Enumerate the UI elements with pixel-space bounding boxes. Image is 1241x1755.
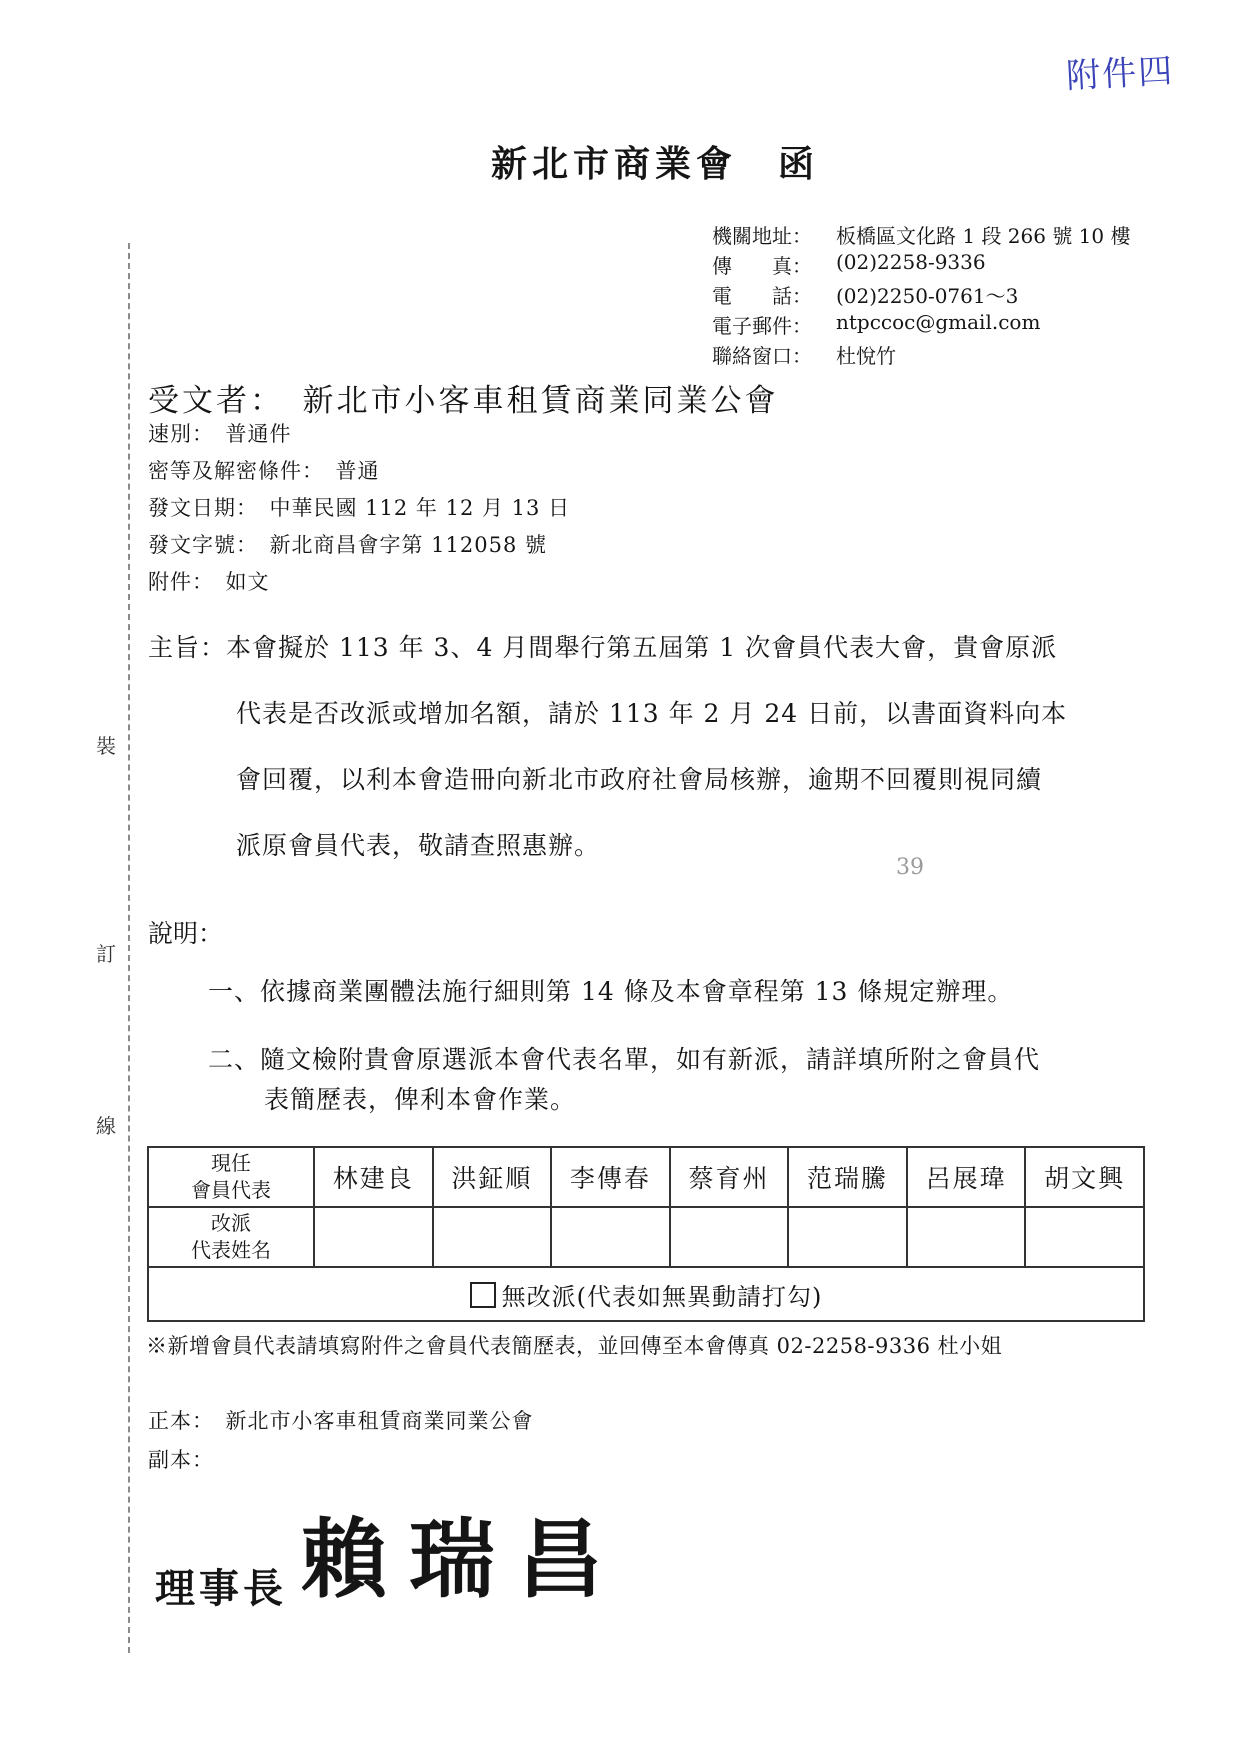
meta-attachment: 附件： 如文 — [148, 570, 270, 594]
subject-line-1: 主旨：本會擬於 113 年 3、4 月間舉行第五屆第 1 次會員代表大會，貴會原派 — [148, 633, 1058, 662]
explanation-item-2-cont: 表簡歷表，俾利本會作業。 — [264, 1085, 577, 1114]
info-label: 機關地址： — [712, 224, 812, 248]
rep-name-cell: 李傳春 — [551, 1147, 670, 1207]
header-line: 改派 — [211, 1211, 251, 1235]
signature-title: 理事長 — [155, 1565, 287, 1612]
binding-mark-xian: 線 — [96, 1114, 116, 1138]
reassigned-name-input[interactable] — [670, 1207, 789, 1267]
reassigned-name-input[interactable] — [907, 1207, 1026, 1267]
info-value: (02)2258-9336 — [836, 250, 986, 274]
info-label: 聯絡窗口： — [712, 344, 812, 368]
subject-line-2: 代表是否改派或增加名額，請於 113 年 2 月 24 日前，以書面資料向本 — [236, 699, 1068, 728]
rep-name-cell: 范瑞騰 — [788, 1147, 907, 1207]
no-change-checkbox[interactable] — [470, 1282, 496, 1308]
representatives-table — [147, 1146, 1145, 1322]
info-value: ntpccoc@gmail.com — [836, 310, 1041, 334]
reassigned-name-input[interactable] — [1025, 1207, 1144, 1267]
reassigned-name-input[interactable] — [551, 1207, 670, 1267]
pencil-scribble: 39 — [896, 855, 924, 880]
original-recipient: 正本： 新北市小客車租賃商業同業公會 — [148, 1409, 534, 1433]
meta-doc-number: 發文字號： 新北商昌會字第 112058 號 — [148, 533, 548, 557]
reassigned-name-input[interactable] — [433, 1207, 552, 1267]
sender-info-row-contact — [712, 340, 1131, 370]
info-label: 傳 真： — [712, 254, 812, 278]
explanation-item-1: 一、依據商業團體法施行細則第 14 條及本會章程第 13 條規定辦理。 — [208, 977, 1014, 1006]
explanation-item-2: 二、隨文檢附貴會原選派本會代表名單，如有新派，請詳填所附之會員代 — [208, 1045, 1041, 1074]
no-change-cell — [148, 1267, 1144, 1321]
copy-recipient: 副本： — [148, 1448, 214, 1472]
no-change-label: 無改派(代表如無異動請打勾) — [501, 1282, 823, 1311]
meta-speed: 速別： 普通件 — [148, 422, 292, 446]
info-value: 杜悅竹 — [836, 344, 896, 368]
info-value: 板橋區文化路 1 段 266 號 10 樓 — [836, 224, 1131, 248]
header-line: 代表姓名 — [191, 1238, 271, 1262]
rep-name-cell: 洪鉦順 — [433, 1147, 552, 1207]
rep-name-cell: 林建良 — [314, 1147, 433, 1207]
current-reps-header — [148, 1147, 314, 1207]
meta-classification: 密等及解密條件： 普通 — [148, 459, 380, 483]
sender-info-row-phone — [712, 280, 1131, 310]
footnote: ※新增會員代表請填寫附件之會員代表簡歷表，並回傳至本會傳真 02-2258-9336 杜小姐 — [146, 1334, 1003, 1358]
sender-info-row-fax — [712, 250, 1131, 280]
sender-info-row-address — [712, 220, 1131, 250]
header-line: 現任 — [211, 1151, 251, 1175]
info-value: (02)2250-0761～3 — [836, 284, 1019, 308]
binding-mark-ding: 訂 — [96, 942, 116, 966]
attachment-annotation: 附件四 — [1065, 51, 1176, 97]
reassigned-reps-header — [148, 1207, 314, 1267]
meta-date: 發文日期： 中華民國 112 年 12 月 13 日 — [148, 496, 571, 520]
signature-name: 賴瑞昌 — [301, 1510, 625, 1610]
header-line: 會員代表 — [191, 1178, 271, 1202]
rep-name-cell: 蔡育州 — [670, 1147, 789, 1207]
info-label: 電 話： — [712, 284, 812, 308]
info-label: 電子郵件： — [712, 314, 812, 338]
current-reps-row — [148, 1147, 1144, 1207]
subject-line-4: 派原會員代表，敬請查照惠辦。 — [236, 831, 601, 860]
reassigned-name-input[interactable] — [788, 1207, 907, 1267]
document-title: 新北市商業會 函 — [490, 143, 819, 185]
reassigned-name-input[interactable] — [314, 1207, 433, 1267]
no-change-row — [148, 1267, 1144, 1321]
signature-block — [155, 1490, 625, 1614]
rep-name-cell: 胡文興 — [1025, 1147, 1144, 1207]
binding-mark-zhuang: 裝 — [96, 734, 116, 758]
sender-info-row-email — [712, 310, 1131, 340]
subject-line-3: 會回覆，以利本會造冊向新北市政府社會局核辦，逾期不回覆則視同續 — [236, 765, 1043, 794]
rep-name-cell: 呂展瑋 — [907, 1147, 1026, 1207]
explanation-heading: 說明： — [148, 919, 224, 948]
binding-line — [128, 243, 130, 1653]
sender-info-block — [712, 220, 1131, 370]
reassigned-reps-row — [148, 1207, 1144, 1267]
recipient: 受文者： 新北市小客車租賃商業同業公會 — [148, 383, 779, 419]
